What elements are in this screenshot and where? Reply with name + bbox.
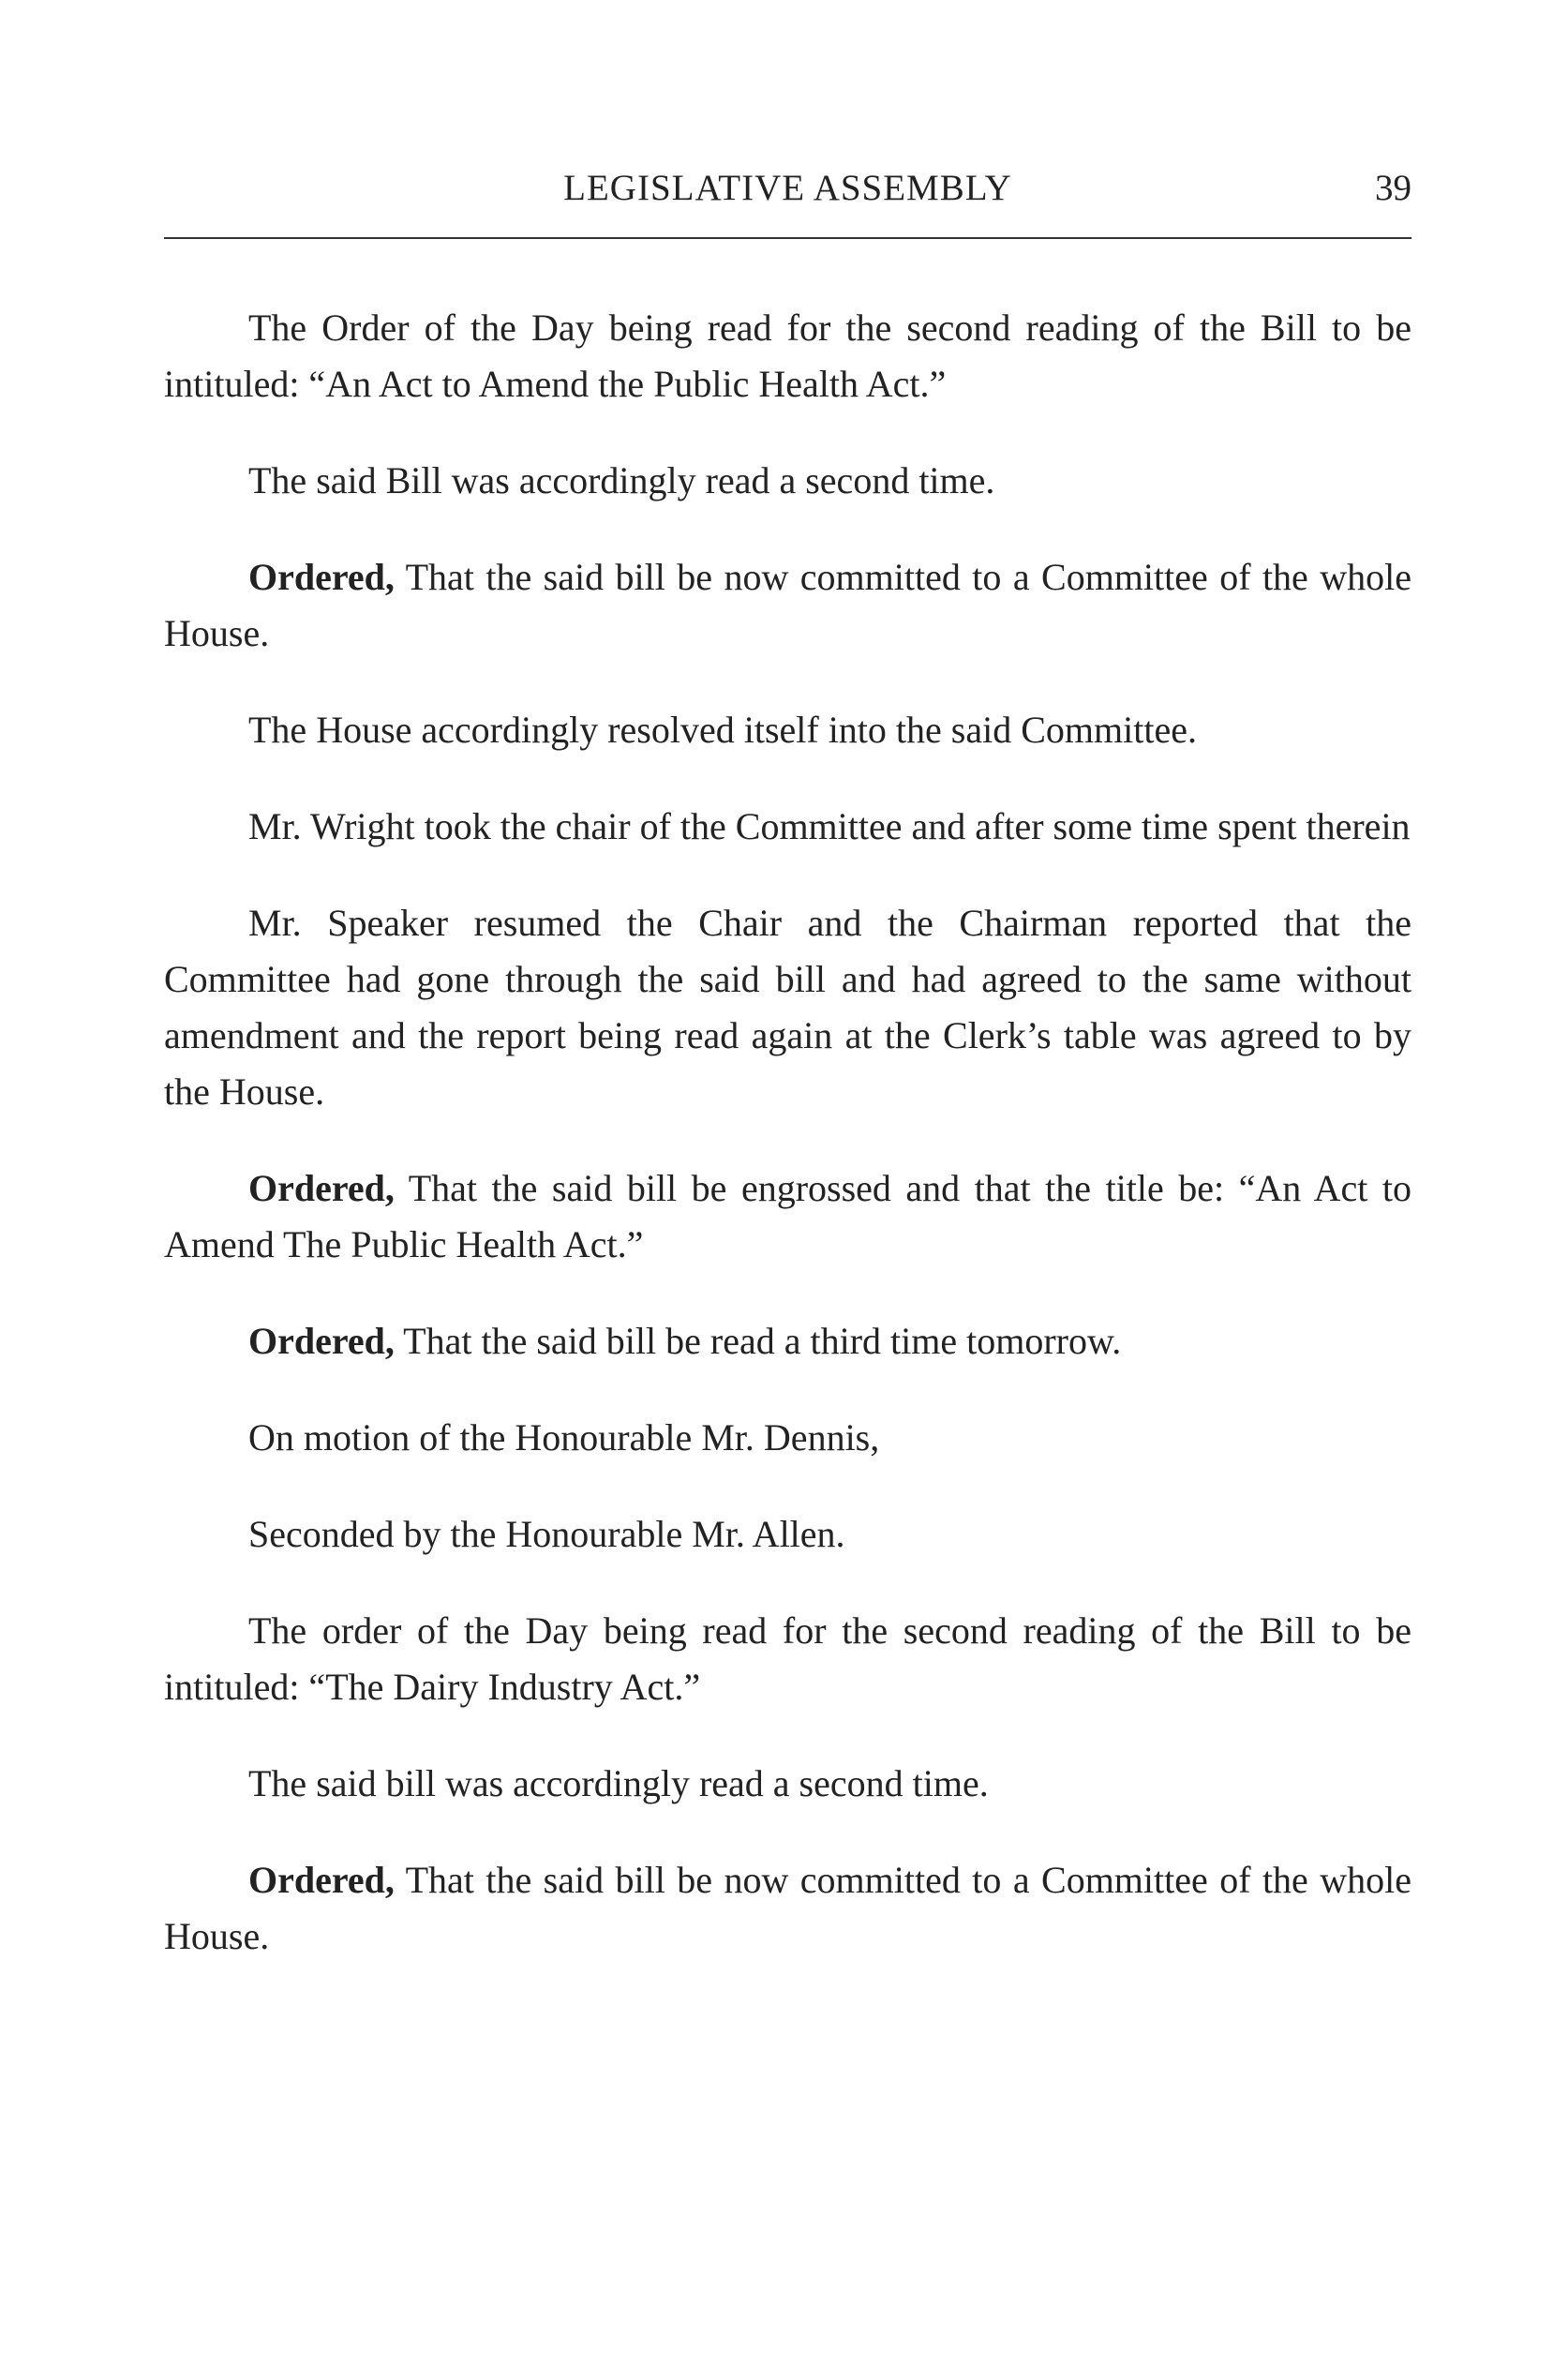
header-rule — [164, 237, 1411, 239]
paragraph-text: That the said bill be now committed to a Committee of the whole House. — [164, 1859, 1411, 1957]
paragraph — [164, 300, 1411, 412]
paragraph — [164, 1160, 1411, 1273]
page-number: 39 — [1375, 168, 1411, 208]
paragraph-text: That the said bill be read a third time tomorrow. — [394, 1320, 1122, 1362]
paragraph — [164, 895, 1411, 1120]
paragraph — [164, 1852, 1411, 1965]
paragraph-lead: Ordered, — [248, 1320, 395, 1362]
paragraph — [164, 702, 1411, 758]
paragraph-text: The order of the Day being read for the second reading of the Bill to be intituled: “The Dairy Industry Act.” — [164, 1609, 1411, 1708]
paragraph-lead: Ordered, — [248, 556, 395, 598]
paragraph-text: The said bill was accordingly read a second time. — [248, 1762, 989, 1804]
paragraph — [164, 799, 1411, 855]
paragraph-lead: Ordered, — [248, 1167, 395, 1209]
paragraph-text: Mr. Speaker resumed the Chair and the Chairman reported that the Committee had gone through the said bill and had agreed to the same without amendment and the report being read again at the Clerk’s table was agreed to by the House. — [164, 902, 1411, 1113]
paragraph — [164, 1410, 1411, 1466]
paragraph-text: The Order of the Day being read for the second reading of the Bill to be intituled: “An Act to Amend the Public Health Act.” — [164, 307, 1411, 405]
paragraph-lead: Ordered, — [248, 1859, 395, 1901]
paragraph — [164, 1506, 1411, 1563]
paragraph-text: The said Bill was accordingly read a second time. — [248, 459, 995, 501]
paragraph-text: The House accordingly resolved itself into the said Committee. — [248, 709, 1197, 751]
paragraph-text: That the said bill be engrossed and that the title be: “An Act to Amend The Public Health Act.” — [164, 1167, 1411, 1265]
paragraph — [164, 1313, 1411, 1369]
paragraph-text: On motion of the Honourable Mr. Dennis, — [248, 1416, 880, 1459]
paragraph-text: Seconded by the Honourable Mr. Allen. — [248, 1513, 845, 1555]
paragraph — [164, 453, 1411, 509]
running-head-title: LEGISLATIVE ASSEMBLY — [563, 168, 1012, 208]
paragraph — [164, 549, 1411, 662]
paragraph — [164, 1603, 1411, 1715]
paragraph — [164, 1756, 1411, 1812]
body-text — [164, 300, 1411, 2005]
paragraph-text: Mr. Wright took the chair of the Committee and after some time spent therein — [248, 805, 1411, 847]
paragraph-text: That the said bill be now committed to a Committee of the whole House. — [164, 556, 1411, 654]
running-head — [164, 167, 1411, 223]
